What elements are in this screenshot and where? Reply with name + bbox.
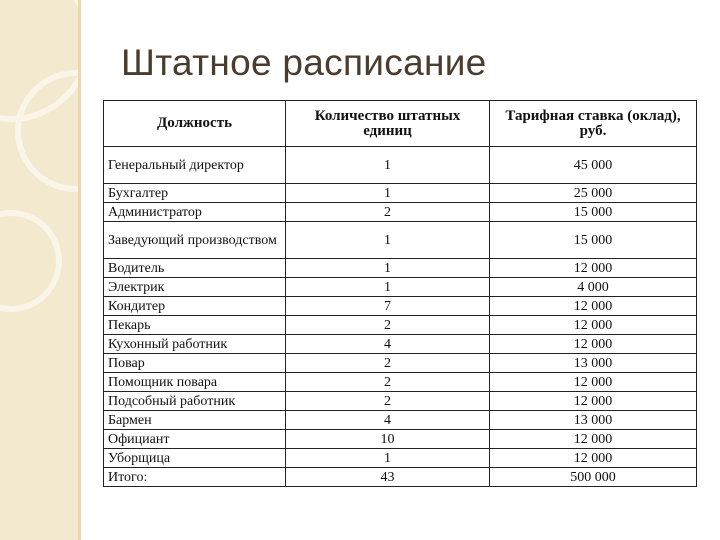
cell-position: Уборщица [104,449,286,468]
cell-position: Администратор [104,203,286,222]
cell-headcount: 2 [286,392,490,411]
table-row [104,449,697,468]
cell-salary: 12 000 [490,316,697,335]
table-row [104,184,697,203]
cell-salary: 12 000 [490,259,697,278]
cell-position: Помощник повара [104,373,286,392]
cell-position: Итого: [104,468,286,487]
cell-position: Официант [104,430,286,449]
cell-position: Подсобный работник [104,392,286,411]
cell-salary: 13 000 [490,411,697,430]
table-row [104,430,697,449]
header-position: Должность [104,101,286,147]
table-row [104,278,697,297]
cell-headcount: 2 [286,354,490,373]
table-header-row [104,101,697,147]
cell-position: Бухгалтер [104,184,286,203]
cell-position: Заведующий производством [104,222,286,259]
cell-position: Кондитер [104,297,286,316]
table-row [104,373,697,392]
cell-salary: 12 000 [490,430,697,449]
cell-salary: 13 000 [490,354,697,373]
cell-headcount: 4 [286,335,490,354]
table-row [104,468,697,487]
cell-salary: 45 000 [490,147,697,184]
table-row [104,335,697,354]
cell-headcount: 1 [286,147,490,184]
cell-headcount: 1 [286,222,490,259]
table-row [104,259,697,278]
staffing-table [103,100,697,487]
cell-headcount: 2 [286,203,490,222]
cell-headcount: 10 [286,430,490,449]
table-row [104,411,697,430]
cell-position: Водитель [104,259,286,278]
table-row [104,297,697,316]
cell-salary: 15 000 [490,203,697,222]
cell-headcount: 2 [286,316,490,335]
cell-position: Пекарь [104,316,286,335]
table-row [104,147,697,184]
cell-salary: 12 000 [490,335,697,354]
table-row [104,354,697,373]
cell-headcount: 1 [286,184,490,203]
table-row [104,222,697,259]
header-salary: Тарифная ставка (оклад), руб. [490,101,697,147]
cell-salary: 15 000 [490,222,697,259]
cell-position: Кухонный работник [104,335,286,354]
decorative-side-band [0,0,80,540]
decorative-ring [0,210,62,312]
cell-salary: 4 000 [490,278,697,297]
table-body [104,147,697,487]
cell-position: Генеральный директор [104,147,286,184]
cell-headcount: 1 [286,259,490,278]
table-row [104,203,697,222]
table-row [104,316,697,335]
cell-salary: 12 000 [490,297,697,316]
cell-position: Электрик [104,278,286,297]
cell-salary: 12 000 [490,392,697,411]
cell-salary: 25 000 [490,184,697,203]
cell-salary: 12 000 [490,449,697,468]
slide-title: Штатное расписание [121,42,487,83]
cell-position: Повар [104,354,286,373]
header-headcount: Количество штатных единиц [286,101,490,147]
cell-headcount: 1 [286,449,490,468]
cell-headcount: 1 [286,278,490,297]
table-row [104,392,697,411]
cell-salary: 500 000 [490,468,697,487]
cell-position: Бармен [104,411,286,430]
band-divider [78,0,81,540]
cell-headcount: 43 [286,468,490,487]
cell-headcount: 2 [286,373,490,392]
cell-headcount: 7 [286,297,490,316]
cell-headcount: 4 [286,411,490,430]
cell-salary: 12 000 [490,373,697,392]
